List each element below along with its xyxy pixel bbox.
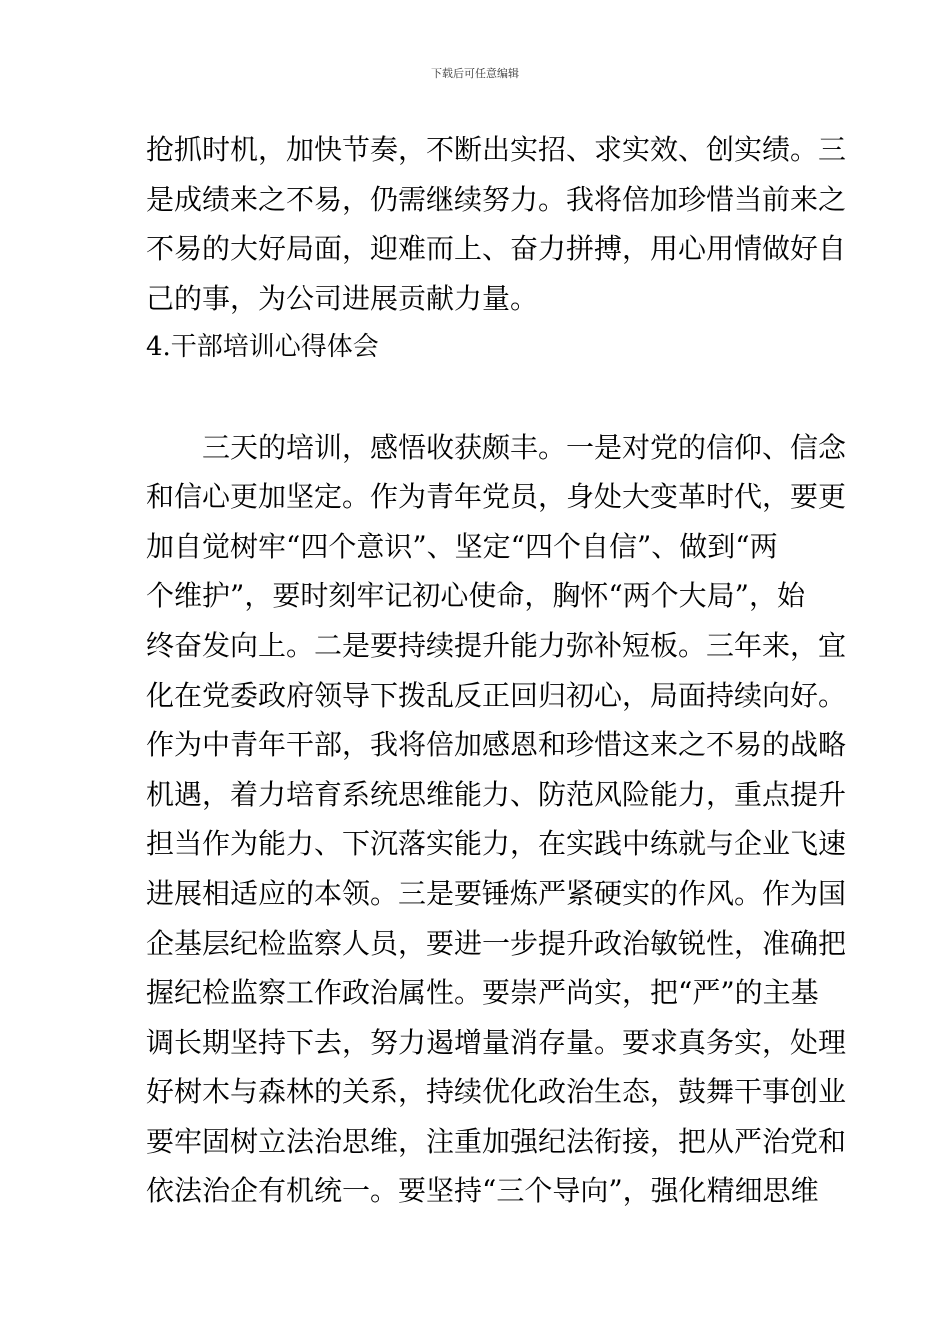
text-line: 加自觉树牢“四个意识”、坚定“四个自信”、做到“两 [146, 529, 778, 563]
text-line: 好树木与森林的关系，持续优化政治生态，鼓舞干事创业 [146, 1075, 847, 1109]
text-line: 担当作为能力、下沉落实能力，在实践中练就与企业飞速 [146, 827, 847, 861]
text-line: 己的事，为公司进展贡献力量。 [146, 281, 539, 315]
text-line: 个维护”，要时刻牢记初心使命，胸怀“两个大局”，始 [146, 579, 805, 613]
text-line: 作为中青年干部，我将倍加感恩和珍惜这来之不易的战略 [146, 728, 847, 762]
text-line: 依法治企有机统一。要坚持“三个导向”，强化精细思维 [146, 1174, 819, 1208]
text-line: 要牢固树立法治思维，注重加强纪法衔接，把从严治党和 [146, 1124, 847, 1158]
text-line: 是成绩来之不易，仍需继续努力。我将倍加珍惜当前来之 [146, 182, 847, 216]
document-body [146, 125, 847, 1216]
text-line: 抢抓时机，加快节奏，不断出实招、求实效、创实绩。三 [146, 133, 847, 166]
text-line: 企基层纪检监察人员，要进一步提升政治敏锐性，准确把 [146, 926, 847, 960]
text-line: 和信心更加坚定。作为青年党员，身处大变革时代，要更 [146, 480, 847, 514]
text-line: 三天的培训，感悟收获颇丰。一是对党的信仰、信念 [202, 430, 847, 464]
section-heading: 4.干部培训心得体会 [146, 332, 379, 363]
text-line: 调长期坚持下去，努力遏增量消存量。要求真务实，处理 [146, 1025, 847, 1059]
text-line: 不易的大好局面，迎难而上、奋力拼搏，用心用情做好自 [146, 232, 847, 266]
paragraph-training-reflection [146, 423, 847, 1217]
text-line: 握纪检监察工作政治属性。要崇严尚实，把“严”的主基 [146, 976, 819, 1010]
text-line: 化在党委政府领导下拨乱反正回归初心，局面持续向好。 [146, 678, 847, 712]
text-line: 机遇，着力培育系统思维能力、防范风险能力，重点提升 [146, 777, 847, 811]
blank-line [146, 373, 810, 423]
paragraph-continued [146, 125, 847, 323]
text-line: 进展相适应的本领。三是要锤炼严紧硬实的作风。作为国 [146, 876, 847, 910]
text-line: 终奋发向上。二是要持续提升能力弥补短板。三年来，宜 [146, 628, 847, 662]
page-header: 下载后可任意编辑 [431, 67, 519, 80]
